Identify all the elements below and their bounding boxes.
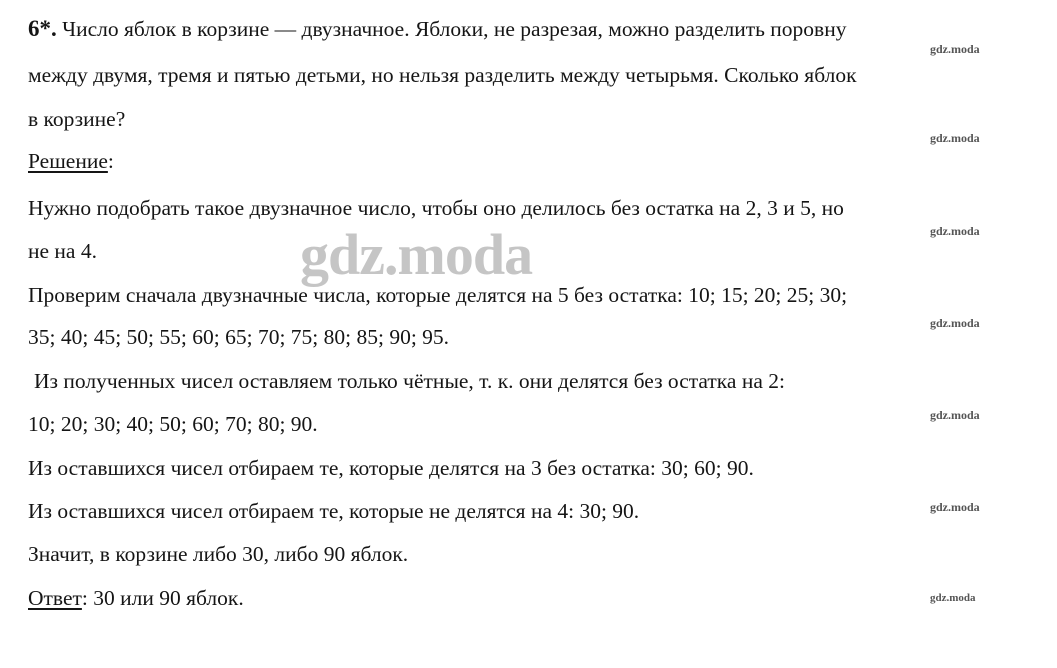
problem-line-1 xyxy=(28,16,846,42)
problem-line-2: между двумя, тремя и пятью детьми, но нельзя разделить между четырьмя. Сколько яблок xyxy=(28,63,857,87)
solution-line: Из оставшихся чисел отбираем те, которые делятся на 3 без остатка: 30; 60; 90. xyxy=(28,456,754,480)
watermark-small: gdz.moda xyxy=(930,42,980,56)
answer-line xyxy=(28,585,244,611)
solution-line: 10; 20; 30; 40; 50; 60; 70; 80; 90. xyxy=(28,412,318,436)
watermark-large: gdz.moda xyxy=(300,222,533,287)
solution-heading: Решение xyxy=(28,149,108,173)
watermark-small: gdz.moda xyxy=(930,500,980,514)
solution-line: Из оставшихся чисел отбираем те, которые не делятся на 4: 30; 90. xyxy=(28,499,640,523)
watermark-small: gdz.moda xyxy=(930,408,980,422)
answer-label: Ответ xyxy=(28,586,82,610)
solution-line: не на 4. xyxy=(28,239,97,263)
watermark-small: gdz.moda xyxy=(930,224,980,238)
watermark-small: gdz.moda xyxy=(930,316,980,330)
solution-line: Из полученных чисел оставляем только чётные, т. к. они делятся без остатка на 2: xyxy=(34,369,785,393)
watermark-small: gdz.moda xyxy=(930,592,976,604)
solution-line: Значит, в корзине либо 30, либо 90 яблок. xyxy=(28,542,409,566)
solution-heading-line xyxy=(28,148,114,174)
watermark-small: gdz.moda xyxy=(930,131,980,145)
solution-line: Проверим сначала двузначные числа, которые делятся на 5 без остатка: 10; 15; 20; 25; 30; xyxy=(28,283,848,307)
problem-text-1: Число яблок в корзине — двузначное. Яблоки, не разрезая, можно разделить поровну xyxy=(62,17,847,41)
solution-line: 35; 40; 45; 50; 55; 60; 65; 70; 75; 80; 85; 90; 95. xyxy=(28,325,450,349)
solution-heading-colon: : xyxy=(107,149,114,173)
problem-line-3: в корзине? xyxy=(28,107,126,131)
solution-line: Нужно подобрать такое двузначное число, чтобы оно делилось без остатка на 2, 3 и 5, но xyxy=(28,196,844,220)
answer-text: : 30 или 90 яблок. xyxy=(81,586,244,610)
problem-number: 6*. xyxy=(28,16,57,41)
